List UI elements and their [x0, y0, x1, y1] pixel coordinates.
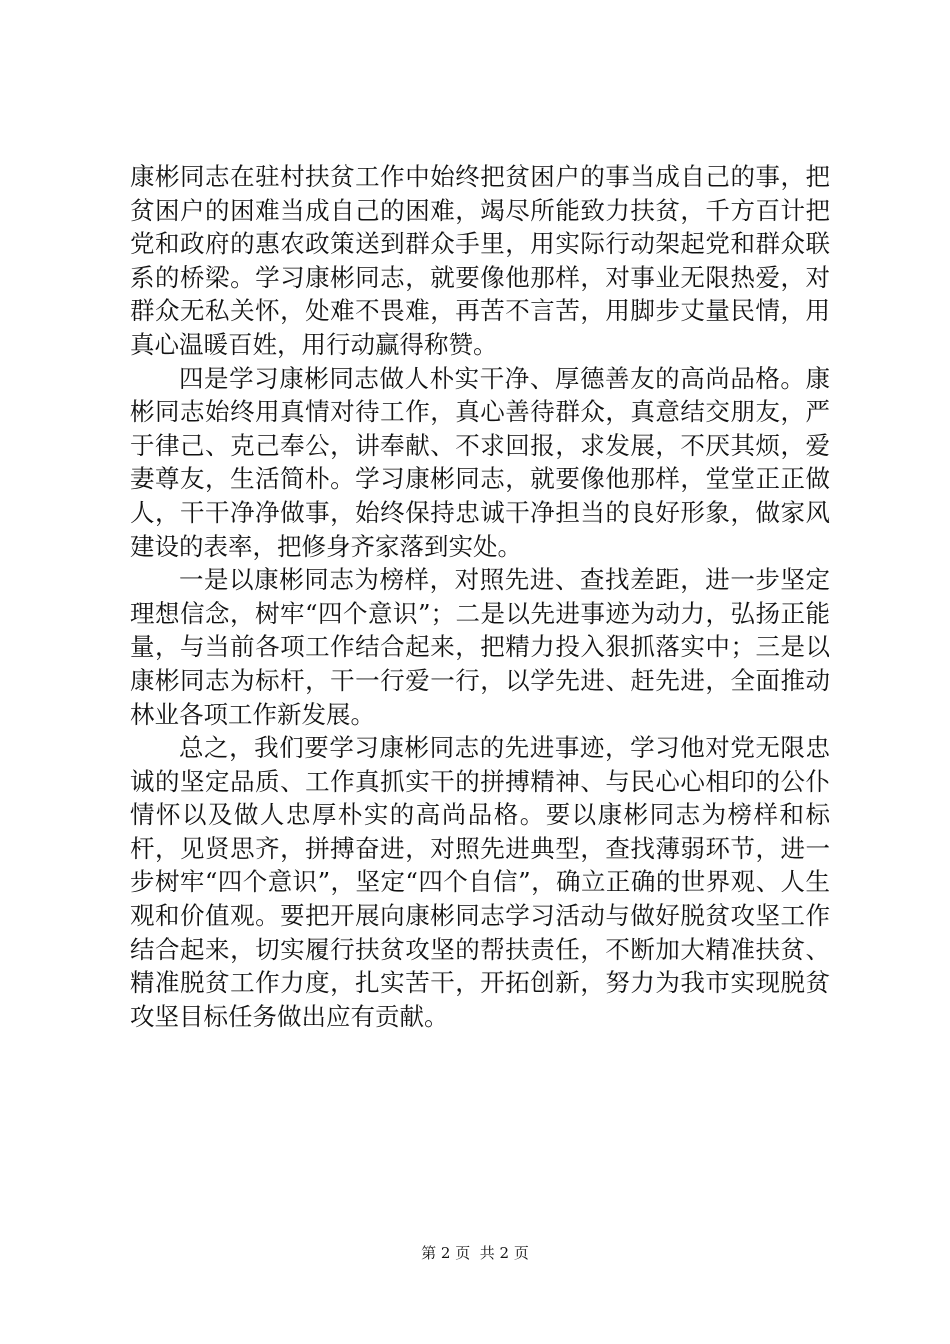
paragraph-4: 总之，我们要学习康彬同志的先进事迹，学习他对党无限忠诚的坚定品质、工作真抓实干的拼搏精神、与民心心相印的公仆情怀以及做人忠厚朴实的高尚品格。要以康彬同志为榜样和标杆，见贤思齐，拼搏奋进，对照先进典型，查找薄弱环节，进一步树牢“四个意识”，坚定“四个自信”，确立正确的世界观、人生观和价值观。要把开展向康彬同志学习活动与做好脱贫攻坚工作结合起来，切实履行扶贫攻坚的帮扶责任，不断加大精准扶贫、精准脱贫工作力度，扎实苦干，开拓创新，努力为我市实现脱贫攻坚目标任务做出应有贡献。 — [130, 733, 830, 1031]
paragraph-1: 康彬同志在驻村扶贫工作中始终把贫困户的事当成自己的事，把贫困户的困难当成自己的困难，竭尽所能致力扶贫，千方百计把党和政府的惠农政策送到群众手里，用实际行动架起党和群众联系的桥梁。学习康彬同志，就要像他那样，对事业无限热爱，对群众无私关怀，处难不畏难，再苦不言苦，用脚步丈量民情，用真心温暖百姓，用行动赢得称赞。 — [130, 162, 830, 359]
paragraph-3: 一是以康彬同志为榜样，对照先进、查找差距，进一步坚定理想信念，树牢“四个意识”；二是以先进事迹为动力，弘扬正能量，与当前各项工作结合起来，把精力投入狠抓落实中；三是以康彬同志为标杆，干一行爱一行，以学先进、赶先进，全面推动林业各项工作新发展。 — [130, 565, 830, 729]
page-footer — [0, 1243, 950, 1263]
page-number-label: 第 2 页 共 2 页 — [421, 1244, 529, 1262]
document-body — [130, 160, 830, 1033]
paragraph-2: 四是学习康彬同志做人朴实干净、厚德善友的高尚品格。康彬同志始终用真情对待工作，真心善待群众，真意结交朋友，严于律己、克己奉公，讲奉献、不求回报，求发展，不厌其烦，爱妻尊友，生活简朴。学习康彬同志，就要像他那样，堂堂正正做人，干干净净做事，始终保持忠诚干净担当的良好形象，做家风建设的表率，把修身齐家落到实处。 — [130, 363, 830, 561]
